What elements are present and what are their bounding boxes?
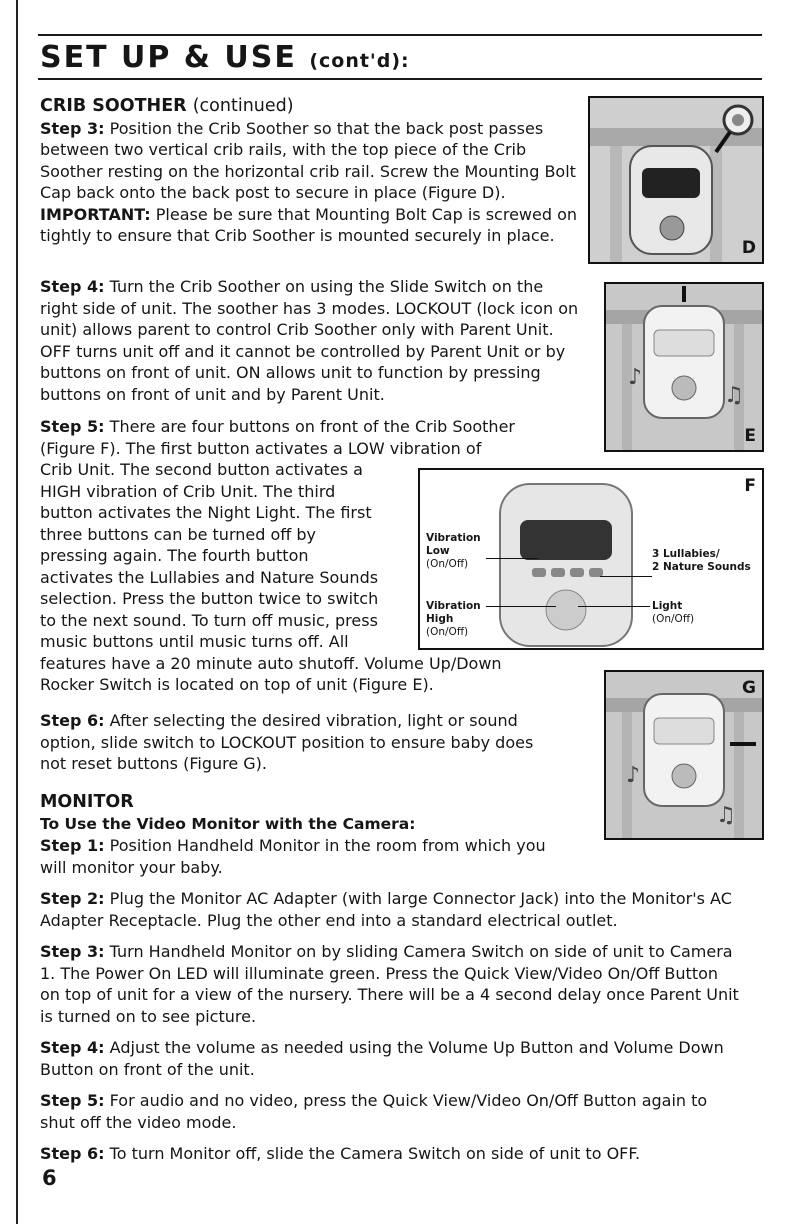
- step-text: Turn the Crib Soother on using the Slide Switch on the right side of unit. The soother has 3 modes. LOCKOUT (lock icon on unit) allows parent to control Crib Soother only with Parent Unit. OFF turns unit off and it cannot be controlled by Parent Unit or by buttons on front of unit. ON allows unit to function by pressing buttons on front of unit and by Parent Unit.: [40, 277, 579, 404]
- figure-d-illustration: [590, 98, 762, 262]
- monitor-section: [40, 792, 740, 1165]
- figure-label: E: [744, 426, 756, 446]
- svg-text:♪: ♪: [626, 763, 641, 788]
- figure-e: [604, 282, 764, 452]
- callout-lullabies: 3 Lullabies/ 2 Nature Sounds: [652, 548, 751, 573]
- callout-line: [600, 576, 652, 577]
- step-text: After selecting the desired vibration, light or sound option, slide switch to LOCKOUT position to ensure baby does not reset buttons (Figure G).: [40, 711, 534, 773]
- step-label: Step 5:: [40, 417, 105, 436]
- svg-text:♫: ♫: [724, 383, 744, 408]
- step-text-line: HIGH vibration of Crib Unit. The third: [40, 481, 336, 501]
- page-title: [40, 40, 410, 75]
- step-text: There are four buttons on front of the Crib Soother: [109, 417, 515, 436]
- top-rule: [38, 34, 762, 36]
- figure-g: [604, 670, 764, 840]
- title-rule: [38, 78, 762, 80]
- step-text-line: pressing again. The fourth button: [40, 546, 309, 565]
- callout-line: [486, 606, 556, 607]
- important-label: IMPORTANT:: [40, 204, 151, 224]
- monitor-step6: Step 6: To turn Monitor off, slide the Camera Switch on side of unit to OFF.: [40, 1144, 641, 1163]
- step-label: Step 3:: [40, 118, 105, 138]
- figure-label: F: [744, 476, 756, 496]
- callout-light: Light (On/Off): [652, 600, 695, 625]
- callout-vibration-high: Vibration High (On/Off): [426, 600, 481, 638]
- page-binding-edge: [0, 0, 18, 1224]
- step-text-line: activates the Lullabies and Nature Sounds: [40, 567, 379, 587]
- monitor-step3: Step 3: Turn Handheld Monitor on by sliding Camera Switch on side of unit to Camera 1. The Power On LED will illuminate green. Press the Quick View/Video On/Off Button on top of unit for a view of the nursery. There will be a 4 second delay once Parent Unit is turned on to see picture.: [40, 942, 739, 1026]
- crib-step4: [40, 276, 585, 405]
- monitor-step1: Step 1: Position Handheld Monitor in the room from which you will monitor your baby.: [40, 836, 546, 877]
- figure-g-illustration: [606, 672, 762, 838]
- monitor-heading: MONITOR: [40, 792, 134, 812]
- step-label: Step 4:: [40, 277, 105, 296]
- page-number: 6: [42, 1166, 57, 1190]
- callout-line: [486, 558, 538, 559]
- step-text-line: Crib Unit. The second button activates a: [40, 460, 363, 479]
- figure-label: G: [742, 678, 756, 698]
- step-text: Position the Crib Soother so that the back post passes between two vertical crib rails, with the top piece of the Crib Soother resting on the horizontal crib rail. Screw the Mounting Bolt Cap back onto the back post to secure in place (Figure D).: [40, 118, 576, 202]
- step-text-line: music buttons until music turns off. All: [40, 632, 349, 651]
- crib-step6: [40, 710, 560, 775]
- step-text-line: selection. Press the button twice to switch: [40, 589, 379, 608]
- figure-e-illustration: [606, 284, 762, 450]
- callout-vibration-low: Vibration Low (On/Off): [426, 532, 481, 570]
- svg-text:♪: ♪: [628, 365, 643, 390]
- step-text-line: to the next sound. To turn off music, press: [40, 610, 378, 630]
- figure-f: [418, 468, 764, 650]
- monitor-step2: Step 2: Plug the Monitor AC Adapter (with large Connector Jack) into the Monitor's AC Adapter Receptacle. Plug the other end into a standard electrical outlet.: [40, 889, 732, 930]
- step-text-line: Rocker Switch is located on top of unit (Figure E).: [40, 675, 434, 694]
- monitor-step5: Step 5: For audio and no video, press the Quick View/Video On/Off Button again to shut off the video mode.: [40, 1091, 708, 1132]
- monitor-subheading: To Use the Video Monitor with the Camera:: [40, 814, 416, 833]
- figure-label: D: [741, 238, 756, 258]
- title-main: SET UP & USE: [40, 40, 297, 75]
- title-sub: (cont'd):: [309, 50, 410, 72]
- svg-text:♫: ♫: [716, 803, 736, 828]
- crib-soother-heading: CRIB SOOTHER (continued): [40, 96, 294, 116]
- step-text-line: button activates the Night Light. The first: [40, 503, 372, 522]
- callout-line: [578, 606, 650, 607]
- crib-step3: [40, 96, 580, 247]
- step-text-line: (Figure F). The first button activates a LOW vibration of: [40, 438, 482, 458]
- step-text-line: features have a 20 minute auto shutoff. Volume Up/Down: [40, 653, 502, 673]
- figure-d: [588, 96, 764, 264]
- step-text: Please be sure that Mounting Bolt Cap is screwed on tightly to ensure that Crib Soother is mounted securely in place.: [40, 204, 578, 245]
- step-label: Step 6:: [40, 711, 105, 730]
- step-text-line: three buttons can be turned off by: [40, 524, 316, 544]
- monitor-step4: Step 4: Adjust the volume as needed using the Volume Up Button and Volume Down Button on front of the unit.: [40, 1038, 724, 1079]
